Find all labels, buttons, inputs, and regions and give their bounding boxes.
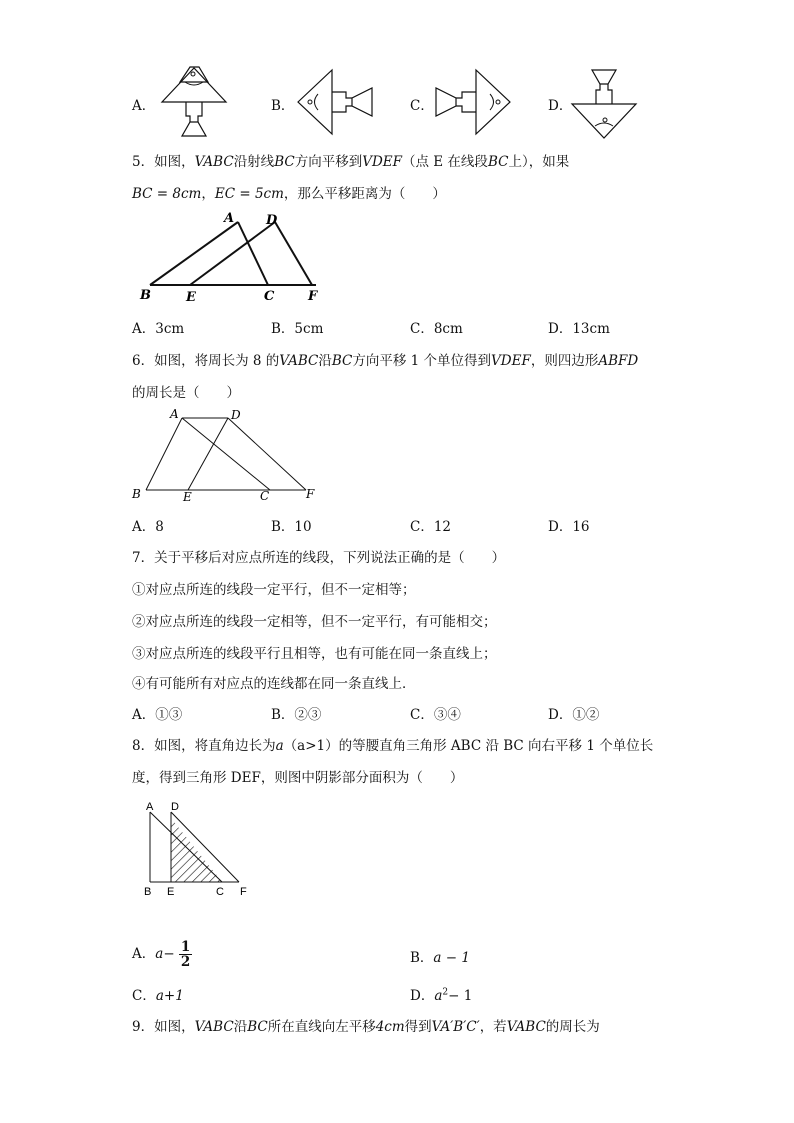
q5-point-b: B	[140, 288, 151, 303]
q4-option-a-label: A．	[132, 98, 156, 114]
q8-point-a: A	[146, 801, 154, 813]
q7-option-d: D．①②	[548, 707, 600, 723]
q6-point-f: F	[306, 487, 315, 501]
q6-point-b: B	[132, 487, 141, 501]
q8-figure	[140, 798, 260, 902]
q8-point-b: B	[144, 886, 152, 898]
q8-point-d: D	[171, 801, 179, 813]
q5-point-f: F	[308, 289, 318, 304]
q6-stem-line1: 6．如图，将周长为 8 的VABC沿BC方向平移 1 个单位得到VDEF，则四边形ABFD	[132, 353, 639, 369]
fish-right-icon	[432, 68, 512, 134]
q9-stem-line1: 9．如图，VABC沿BC所在直线向左平移4cm得到VA′B′C′，若VABC的周长为	[132, 1019, 600, 1035]
q5-stem-line2: BC = 8cm，EC = 5cm，那么平移距离为（ ）	[132, 186, 446, 202]
q5-point-e: E	[186, 290, 196, 305]
q7-statement-3: ③对应点所连的线段平行且相等，也有可能在同一条直线上；	[132, 646, 497, 662]
q7-statement-2: ②对应点所连的线段一定相等，但不一定平行，有可能相交；	[132, 614, 497, 630]
q8-option-a: A．a− $\frac{1}{2}$	[132, 939, 191, 970]
q4-option-c-label: C．	[410, 98, 434, 114]
q6-point-a: A	[170, 407, 179, 421]
q5-point-a: A	[224, 211, 235, 226]
fish-up-icon	[160, 66, 230, 142]
q5-point-c: C	[264, 289, 275, 304]
q8-option-d: D．$a^2- 1$	[410, 987, 473, 1004]
q8-point-f: F	[240, 886, 247, 898]
q5-option-b: B．5cm	[271, 321, 324, 337]
q8-stem-line2: 度，得到三角形 DEF，则图中阴影部分面积为（ ）	[132, 770, 464, 786]
q6-option-b: B．10	[271, 519, 312, 535]
q6-option-d: D．16	[548, 519, 590, 535]
q8-option-a-fraction: $\frac{1}{2}$	[180, 939, 191, 970]
q8-stem-line1: 8．如图，将直角边长为a（a>1）的等腰直角三角形 ABC 沿 BC 向右平移 1 个单位长	[132, 738, 654, 754]
q8-point-c: C	[216, 886, 224, 898]
q6-option-a: A．8	[132, 519, 164, 535]
q7-statement-4: ④有可能所有对应点的连线都在同一条直线上．	[132, 676, 416, 692]
q6-point-c: C	[260, 489, 270, 503]
q8-option-b: B．a − 1	[410, 950, 470, 966]
q6-figure	[130, 404, 330, 504]
q7-stem: 7．关于平移后对应点所连的线段，下列说法正确的是（ ）	[132, 550, 506, 566]
q5-option-c: C．8cm	[410, 321, 463, 337]
q7-statement-1: ①对应点所连的线段一定平行，但不一定相等；	[132, 582, 416, 598]
q5-figure	[136, 208, 336, 308]
q6-option-c: C．12	[410, 519, 452, 535]
q5-option-d: D．13cm	[548, 321, 610, 337]
q6-stem-line2: 的周长是（ ）	[132, 385, 240, 401]
q6-point-d: D	[231, 408, 241, 422]
q8-point-e: E	[167, 886, 175, 898]
q8-option-c: C．a+1	[132, 988, 184, 1004]
fish-left-icon	[296, 68, 376, 134]
q4-option-b-label: B．	[271, 98, 295, 114]
fish-down-icon	[570, 66, 640, 142]
q6-point-e: E	[183, 490, 192, 504]
q7-option-c: C．③④	[410, 707, 461, 723]
q5-point-d: D	[266, 213, 278, 228]
q5-stem-line1: 5．如图，VABC沿射线BC方向平移到VDEF（点 E 在线段BC上），如果	[132, 154, 570, 170]
q4-option-d-label: D．	[548, 98, 573, 114]
q7-option-a: A．①③	[132, 707, 183, 723]
q5-option-a: A．3cm	[132, 321, 185, 337]
q7-option-b: B．②③	[271, 707, 322, 723]
